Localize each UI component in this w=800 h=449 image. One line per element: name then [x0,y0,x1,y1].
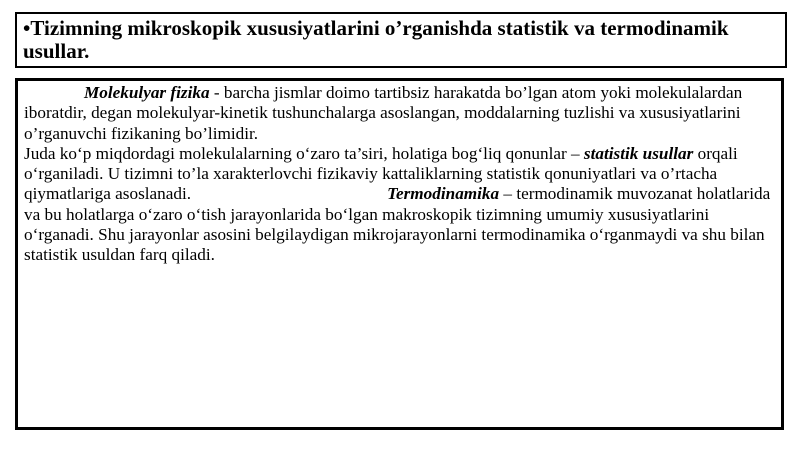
paragraph-statistical-methods [24,144,774,266]
term-molecular-physics: Molekulyar fizika [84,83,210,102]
body-text-box [15,78,784,430]
term-statistical-methods: statistik usullar [583,143,694,163]
definition-thermodynamics: – termodinamik muvozanat holatlarida va bu holatlarga o‘zaro o‘tish jarayonlarida bo‘lgan makroskopik tizimning umumiy xususiyatlarini o‘rganadi. Shu jarayonlar asosini belgilaydigan mikrojarayonlarni termodinamika o‘rganmaydi va shu bilan statistik usuldan farq qiladi. [24,184,771,265]
statistical-text-after: orqali o‘rganiladi. U tizimni to’la xarakterlovchi fizikaviy kattaliklarning statistik qonuniyatlari va o’rtacha qiymatlariga asoslanadi. [24,143,738,204]
paragraph-molecular-physics [24,83,774,144]
statistical-text-before: Juda ko‘p miqdordagi molekulalarning o‘zaro ta’siri, holatiga bog‘liq qonunlar – [24,143,584,163]
term-thermodynamics: Termodinamika [387,184,500,204]
definition-molecular-physics: - barcha jismlar doimo tartibsiz harakatda bo’lgan atom yoki molekulalardan iboratdir, degan molekulyar-kinetik tushunchalarga asoslangan, moddalarning tuzlishi va xususiyatlarini o’rganuvchi fizikaning bo’limidir. [24,83,743,143]
slide-title: •Tizimning mikroskopik xususiyatlarini o’rganishda statistik va termodinamik usullar. [23,16,729,63]
title-box [15,12,787,68]
